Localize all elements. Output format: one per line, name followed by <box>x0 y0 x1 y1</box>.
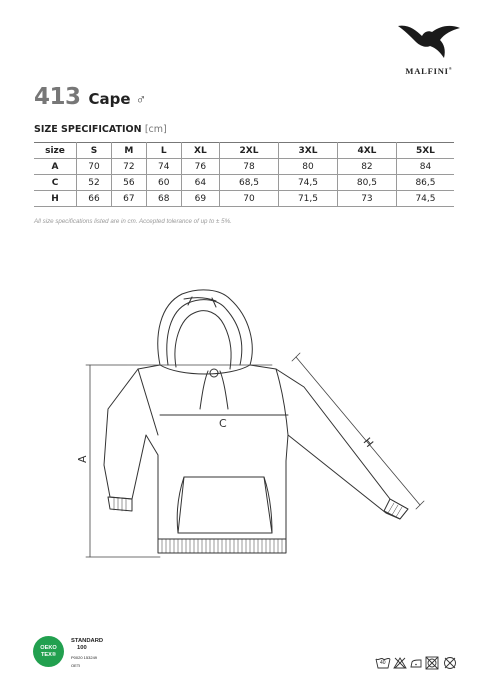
neckline <box>160 365 250 374</box>
gender-male-icon: ♂ <box>135 91 147 107</box>
table-header-cell: L <box>146 143 181 159</box>
table-cell: 68 <box>146 191 181 207</box>
row-label: A <box>34 159 77 175</box>
table-header-cell: 3XL <box>278 143 337 159</box>
table-cell: 86,5 <box>396 175 454 191</box>
table-cell: 70 <box>77 159 112 175</box>
table-cell: 74,5 <box>278 175 337 191</box>
hem-rib-lines <box>162 539 282 553</box>
iron-low-icon <box>409 656 423 670</box>
table-cell: 68,5 <box>220 175 279 191</box>
shoulder-seam <box>276 369 288 435</box>
table-cell: 67 <box>111 191 146 207</box>
brand-name: MALFINI® <box>405 66 453 76</box>
hoodie-technical-drawing <box>60 285 430 570</box>
tolerance-note: All size specifications listed are in cm. Accepted tolerance of up to ± 5%. <box>34 218 232 225</box>
table-cell: 60 <box>146 175 181 191</box>
kangaroo-pocket <box>178 477 272 533</box>
table-cell: 84 <box>396 159 454 175</box>
table-cell: 82 <box>337 159 396 175</box>
left-cuff-ribs <box>114 497 126 511</box>
table-header-cell: 4XL <box>337 143 396 159</box>
table-cell: 52 <box>77 175 112 191</box>
table-cell: 80,5 <box>337 175 396 191</box>
table-cell: 64 <box>181 175 219 191</box>
table-header-cell: XL <box>181 143 219 159</box>
table-cell: 70 <box>220 191 279 207</box>
body-right-side <box>250 365 408 549</box>
body-left-side <box>104 365 160 549</box>
cert-institute: OETI <box>71 663 81 668</box>
table-cell: 74,5 <box>396 191 454 207</box>
measure-c-label: C <box>219 417 227 430</box>
oeko-standard: STANDARD 100 P0020 153249 OETI <box>71 638 104 668</box>
drawstring-right <box>220 371 228 409</box>
product-code: 413 <box>34 84 81 110</box>
drawstring-grommet <box>210 369 218 377</box>
table-header-cell: size <box>34 143 77 159</box>
table-cell: 78 <box>220 159 279 175</box>
size-table <box>34 142 454 207</box>
table-cell: 80 <box>278 159 337 175</box>
table-cell: 72 <box>111 159 146 175</box>
table-header-cell: S <box>77 143 112 159</box>
hood-seam <box>212 298 216 307</box>
table-header-cell: 2XL <box>220 143 279 159</box>
table-row <box>34 175 454 191</box>
table-row <box>34 191 454 207</box>
table-row <box>34 159 454 175</box>
table-header-row <box>34 143 454 159</box>
table-cell: 71,5 <box>278 191 337 207</box>
table-header-cell: 5XL <box>396 143 454 159</box>
drawstring-left <box>200 371 208 409</box>
no-dry-clean-icon <box>443 656 457 670</box>
wash-temperature: 40 <box>380 660 386 666</box>
product-title <box>34 84 146 114</box>
table-cell: 74 <box>146 159 181 175</box>
table-cell: 56 <box>111 175 146 191</box>
table-cell: 76 <box>181 159 219 175</box>
row-label: C <box>34 175 77 191</box>
measure-h <box>296 357 420 505</box>
cert-number: P0020 153249 <box>71 655 98 660</box>
bird-logo-icon <box>396 20 462 62</box>
left-cuff <box>108 497 132 511</box>
product-name: Cape <box>88 90 131 108</box>
table-cell: 66 <box>77 191 112 207</box>
hood-inner-line <box>175 311 231 369</box>
size-spec-heading: SIZE SPECIFICATION [cm] <box>34 124 167 135</box>
right-cuff <box>384 499 408 519</box>
row-label: H <box>34 191 77 207</box>
care-symbols <box>375 656 461 670</box>
table-cell: 69 <box>181 191 219 207</box>
no-tumble-dry-icon <box>425 656 439 670</box>
table-header-cell: M <box>111 143 146 159</box>
measure-h-label: H <box>360 435 376 450</box>
measure-a-label: A <box>76 455 89 463</box>
shoulder-seam <box>138 369 158 435</box>
no-bleach-icon <box>393 656 407 670</box>
oeko-tex-badge: OEKO TEX® <box>33 636 64 667</box>
table-cell: 73 <box>337 191 396 207</box>
